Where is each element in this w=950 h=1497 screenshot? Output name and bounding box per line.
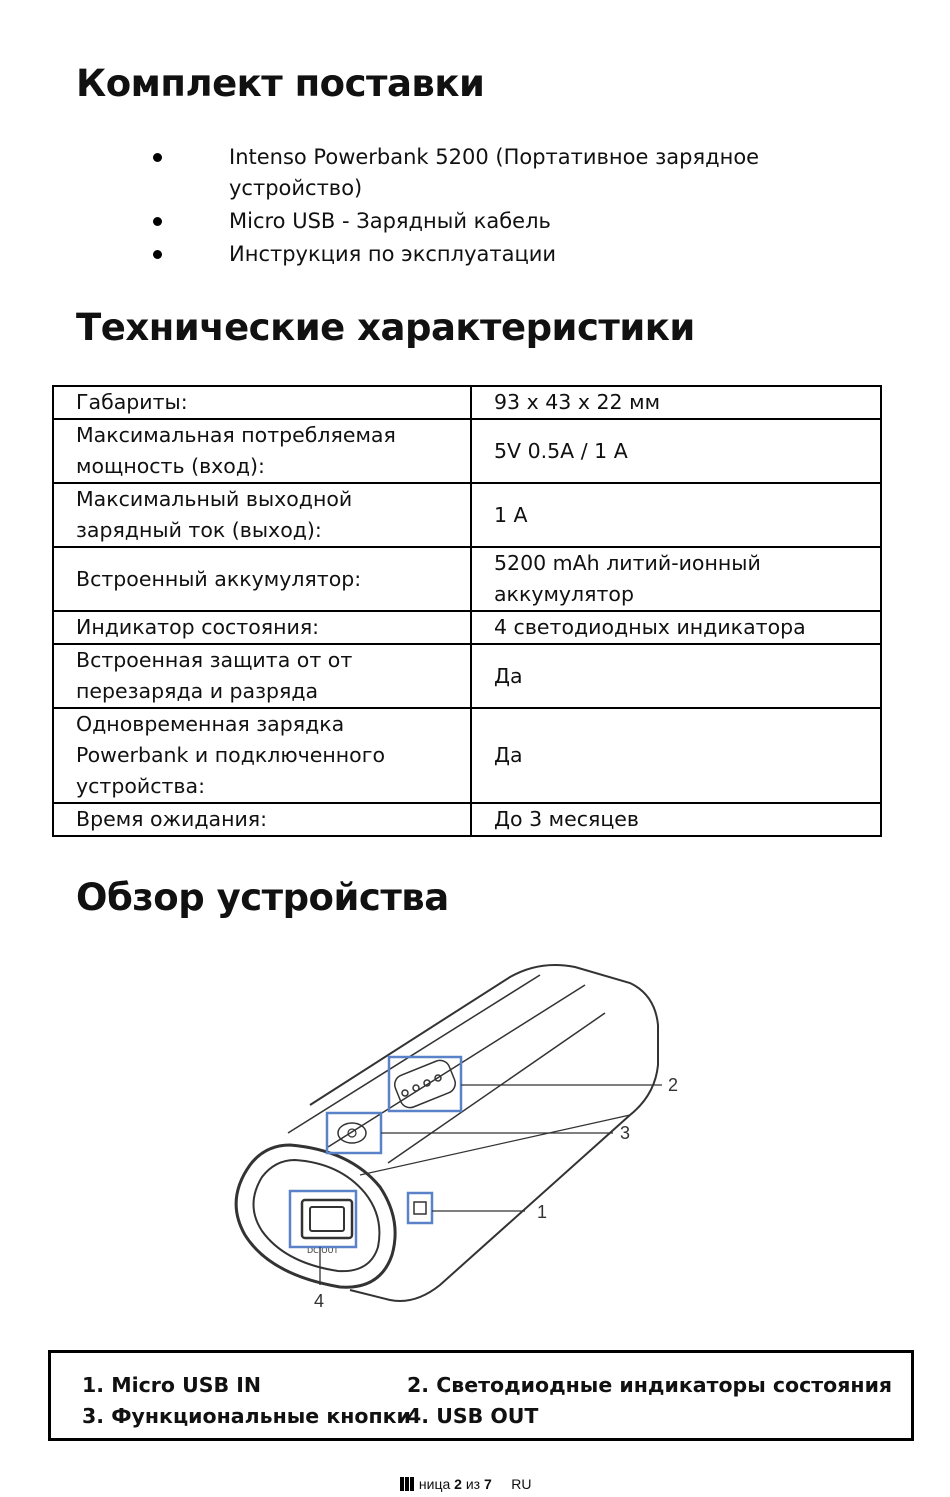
table-row [53, 483, 881, 547]
spec-value: 5V 0.5A / 1 A [471, 419, 881, 483]
bullet-icon [150, 206, 229, 237]
callout-2: 2 [668, 1075, 679, 1095]
list-item: Intenso Powerbank 5200 (Портативное зарядное устройство) [150, 142, 770, 204]
device-diagram [210, 955, 710, 1325]
callout-4: 4 [314, 1291, 325, 1311]
callout-1: 1 [537, 1202, 548, 1222]
spec-value: 5200 mAh литий-ионный аккумулятор [471, 547, 881, 611]
spec-value: 1 A [471, 483, 881, 547]
spec-value: 4 светодиодных индикатора [471, 611, 881, 644]
dc-out-label: DC OUT [307, 1246, 339, 1255]
spec-value: 93 x 43 x 22 мм [471, 386, 881, 419]
heading-overview: Обзор устройства [76, 876, 449, 919]
powerbank-illustration [210, 955, 710, 1325]
spec-key: Индикатор состояния: [53, 611, 471, 644]
language-code: RU [511, 1476, 532, 1492]
table-row [53, 547, 881, 611]
legend-item-4: 4. USB OUT [407, 1404, 539, 1428]
list-item: Инструкция по эксплуатации [150, 239, 850, 270]
spec-value: До 3 месяцев [471, 803, 881, 836]
table-row [53, 419, 881, 483]
page-footer: ница 2 из 7 RU [400, 1476, 531, 1492]
legend-item-3: 3. Функциональные кнопки [82, 1404, 411, 1428]
spec-key: Максимальный выходной зарядный ток (выход): [53, 483, 471, 547]
table-row [53, 644, 881, 708]
contents-list [150, 142, 850, 272]
heading-contents: Комплект поставки [76, 62, 485, 105]
table-row [53, 611, 881, 644]
spec-key: Одновременная зарядка Powerbank и подключенного устройства: [53, 708, 471, 803]
spec-value: Да [471, 644, 881, 708]
spec-key: Габариты: [53, 386, 471, 419]
bullet-icon [150, 142, 229, 204]
spec-value: Да [471, 708, 881, 803]
bullet-icon [150, 239, 229, 270]
table-row [53, 708, 881, 803]
barcode-icon [400, 1477, 404, 1491]
callout-3: 3 [620, 1123, 631, 1143]
legend-box [48, 1350, 914, 1441]
specs-table [52, 385, 882, 837]
spec-key: Встроенная защита от от перезаряда и разряда [53, 644, 471, 708]
legend-item-2: 2. Светодиодные индикаторы состояния [407, 1373, 893, 1397]
micro-usb-in-box [408, 1193, 432, 1223]
table-row [53, 386, 881, 419]
table-row [53, 803, 881, 836]
legend-item-1: 1. Micro USB IN [82, 1373, 262, 1397]
spec-key: Максимальная потребляемая мощность (вход): [53, 419, 471, 483]
spec-key: Встроенный аккумулятор: [53, 547, 471, 611]
spec-key: Время ожидания: [53, 803, 471, 836]
heading-specs: Технические характеристики [76, 306, 695, 349]
list-item: Micro USB - Зарядный кабель [150, 206, 850, 237]
